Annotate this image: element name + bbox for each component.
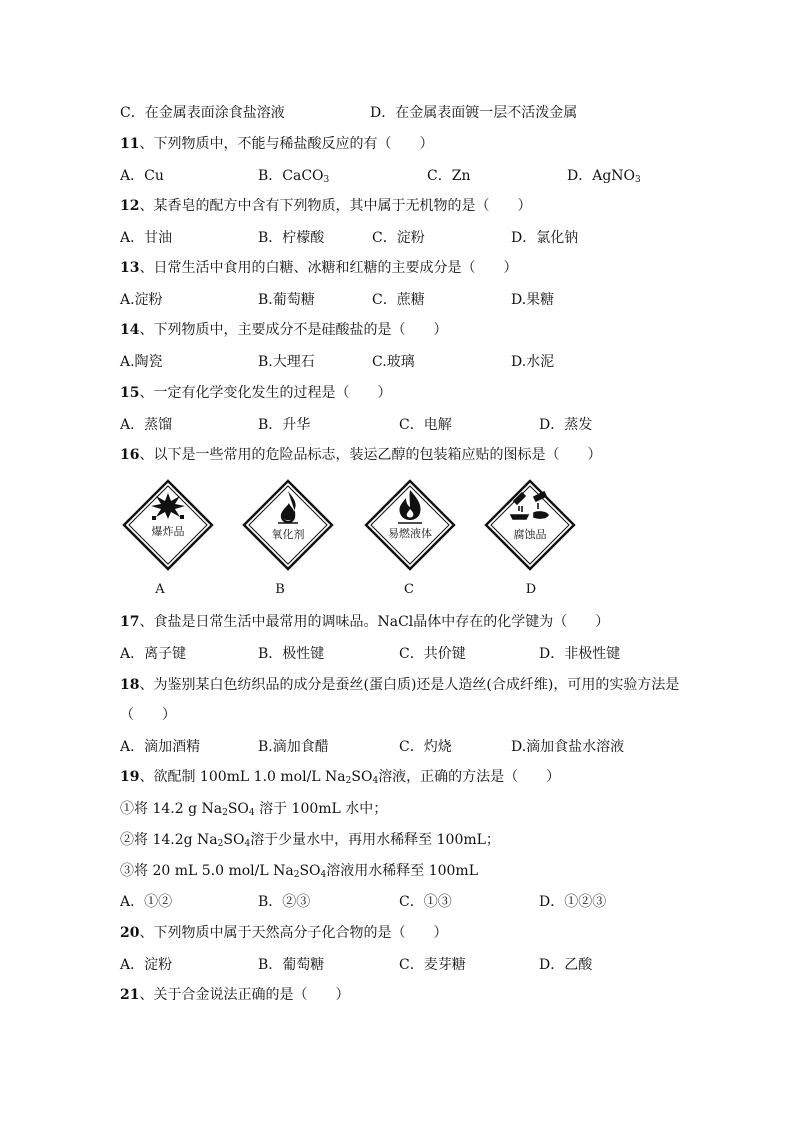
q12-text: 、某香皂的配方中含有下列物质，其中属于无机物的是（ ） — [139, 198, 532, 214]
q18-option-d: D.滴加食盐水溶液 — [511, 739, 625, 755]
hazard-sign-flammable — [364, 479, 456, 571]
hazard-label-a: 爆炸品 — [151, 525, 185, 538]
q14-text: 、下列物质中，主要成分不是硅酸盐的是（ ） — [139, 322, 448, 338]
q12-option-b: B．柠檬酸 — [258, 230, 325, 246]
hazard-letter-c: C — [404, 582, 414, 597]
q13-stem — [120, 258, 517, 278]
q19-statement-3: ③将 20 mL 5.0 mol/L $Na_2SO_4$溶液用水稀释至 100mL — [120, 863, 478, 880]
q10-option-c: C．在金属表面涂食盐溶液 — [120, 105, 285, 121]
q16-text: 、以下是一些常用的危险品标志，装运乙醇的包装箱应贴的图标是（ ） — [139, 447, 602, 463]
q14-option-d: D.水泥 — [511, 354, 555, 370]
hazard-sign-oxidizer — [242, 479, 334, 571]
hazard-label-b: 氧化剂 — [271, 528, 305, 541]
q20-option-c: C．麦芽糖 — [399, 957, 466, 973]
q18-number: 18 — [120, 677, 140, 693]
q13-option-d: D.果糖 — [511, 292, 555, 308]
explosive-icon — [151, 493, 185, 520]
q17-option-c: C．共价键 — [399, 646, 466, 662]
q18-option-c: C．灼烧 — [399, 739, 452, 755]
q19-stem: 19、欲配制 100mL 1.0 mol/L $Na_2SO_4$溶液，正确的方法是（ ） — [120, 769, 561, 786]
q11-option-a: A．Cu — [120, 168, 164, 184]
q18-stem-cont: （ ） — [120, 707, 176, 723]
q11-option-d: D．AgNO$_3$ — [567, 168, 641, 185]
q20-stem — [120, 923, 447, 943]
hazard-sign-corrosive — [484, 479, 576, 571]
q17-option-b: B．极性键 — [258, 646, 325, 662]
q15-number: 15 — [120, 385, 140, 401]
q12-number: 12 — [120, 198, 140, 214]
q18-stem — [120, 675, 679, 695]
q13-option-a: A.淀粉 — [120, 292, 163, 308]
q20-text: 、下列物质中属于天然高分子化合物的是（ ） — [139, 925, 448, 941]
q19-number: 19 — [120, 769, 140, 785]
q19-option-d: D．①②③ — [539, 894, 607, 910]
oxidizer-icon — [278, 491, 298, 523]
q13-text: 、日常生活中食用的白糖、冰糖和红糖的主要成分是（ ） — [139, 260, 518, 276]
q15-option-c: C．电解 — [399, 417, 452, 433]
q12-option-c: C．淀粉 — [372, 230, 425, 246]
q13-option-c: C．蔗糖 — [372, 292, 425, 308]
q15-option-b: B．升华 — [258, 417, 311, 433]
q14-option-c: C.玻璃 — [372, 354, 415, 370]
q19-option-b: B．②③ — [258, 894, 311, 910]
q17-text: 、食盐是日常生活中最常用的调味品。NaCl晶体中存在的化学键为（ ） — [139, 614, 610, 630]
hazard-letter-a: A — [155, 582, 165, 597]
q11-option-b: B．CaCO$_3$ — [258, 168, 330, 185]
q19-statement-2: ②将 14.2g $Na_2SO_4$溶于少量水中，再用水稀释至 100mL； — [120, 832, 500, 849]
q15-option-d: D．蒸发 — [539, 417, 593, 433]
q19-option-c: C．①③ — [399, 894, 452, 910]
q13-number: 13 — [120, 260, 140, 276]
q11-stem — [120, 134, 433, 154]
q16-number: 16 — [120, 447, 140, 463]
q17-option-d: D．非极性键 — [539, 646, 621, 662]
hazard-sign-explosive — [122, 479, 214, 571]
q17-option-a: A．离子键 — [120, 646, 187, 662]
q19-option-a: A．①② — [120, 894, 173, 910]
q13-option-b: B.葡萄糖 — [258, 292, 315, 308]
q11-number: 11 — [120, 136, 140, 152]
hazard-label-d: 腐蚀品 — [513, 528, 547, 541]
q12-stem — [120, 196, 531, 216]
q21-text: 、关于合金说法正确的是（ ） — [139, 987, 350, 1003]
q12-option-d: D．氯化钠 — [511, 230, 579, 246]
hazard-letter-b: B — [275, 582, 285, 597]
q16-stem — [120, 445, 601, 465]
q15-option-a: A．蒸馏 — [120, 417, 173, 433]
q14-number: 14 — [120, 322, 140, 338]
q14-option-a: A.陶瓷 — [120, 354, 163, 370]
q19-statement-1: ①将 14.2 g $Na_2SO_4$ 溶于 100mL 水中； — [120, 801, 388, 818]
q18-text: 、为鉴别某白色纺织品的成分是蚕丝(蛋白质)还是人造丝(合成纤维)，可用的实验方法是 — [139, 677, 680, 693]
q15-stem — [120, 383, 391, 403]
q12-option-a: A．甘油 — [120, 230, 173, 246]
q15-text: 、一定有化学变化发生的过程是（ ） — [139, 385, 392, 401]
q20-option-d: D．乙酸 — [539, 957, 593, 973]
q18-option-a: A．滴加酒精 — [120, 739, 201, 755]
q14-stem — [120, 320, 447, 340]
q11-text: 、下列物质中，不能与稀盐酸反应的有（ ） — [139, 136, 434, 152]
q20-option-a: A．淀粉 — [120, 957, 173, 973]
hazard-label-c: 易燃液体 — [388, 527, 432, 540]
q10-option-d: D．在金属表面镀一层不活泼金属 — [370, 105, 578, 121]
q11-option-c: C．Zn — [427, 168, 471, 184]
q17-stem — [120, 612, 609, 632]
q20-number: 20 — [120, 925, 140, 941]
q18-option-b: B.滴加食醋 — [258, 739, 329, 755]
hazard-letter-d: D — [525, 582, 537, 597]
q14-option-b: B.大理石 — [258, 354, 315, 370]
q21-stem — [120, 985, 349, 1005]
q21-number: 21 — [120, 987, 140, 1003]
q17-number: 17 — [120, 614, 140, 630]
q20-option-b: B．葡萄糖 — [258, 957, 325, 973]
